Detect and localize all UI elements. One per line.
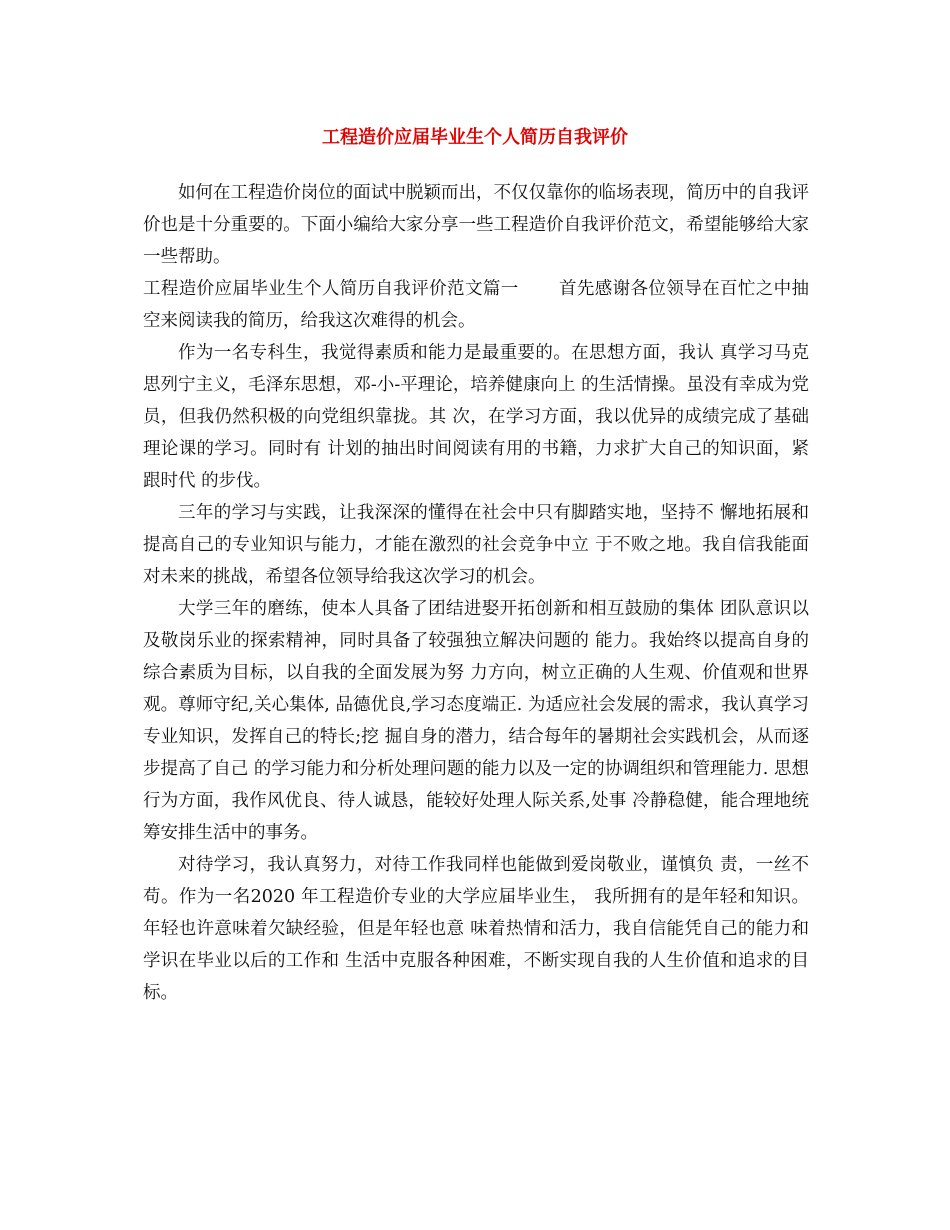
sample-heading-paragraph bbox=[143, 273, 809, 337]
body-paragraph-1: 作为一名专科生，我觉得素质和能力是最重要的。在思想方面，我认 真学习马克思列宁主义，毛泽东思想，邓-小-平理论，培养健康向上 的生活情操。虽没有幸成为党员，但我仍然积极的向党组织靠拢。其 次，在学习方面，我以优异的成绩完成了基础理论课的学习。同时有 计划的抽出时间阅读有用的书籍，力求扩大自己的知识面，紧跟时代 的步伐。 bbox=[143, 343, 809, 491]
body-paragraph-2: 三年的学习与实践，让我深深的懂得在社会中只有脚踏实地，坚持不 懈地拓展和提高自己的专业知识与能力，才能在激烈的社会竞争中立 于不败之地。我自信我能面对未来的挑战，希望各位领导给我这次学习的机会。 bbox=[143, 503, 809, 587]
sample-opening: 首先感谢各位领导在百忙之中抽空来阅读我的简历，给我这次难得的机会。 bbox=[143, 279, 810, 331]
intro-paragraph: 如何在工程造价岗位的面试中脱颖而出，不仅仅靠你的临场表现，简历中的自我评价也是十分重要的。下面小编给大家分享一些工程造价自我评价范文，希望能够给大家一些帮助。 bbox=[143, 183, 809, 267]
document-title: 工程造价应届毕业生个人简历自我评价 bbox=[322, 127, 628, 148]
body-paragraph-3: 大学三年的磨练，使本人具备了团结进娶开拓创新和相互鼓励的集体 团队意识以及敬岗乐业的探索精神，同时具备了较强独立解决问题的 能力。我始终以提高自身的综合素质为目标，以自我的全面发展为努 力方向，树立正确的人生观、价值观和世界观。尊师守纪,关心集体, 品德优良,学习态度端正. 为适应社会发展的需求，我认真学习专业知识，发挥自己的特长;挖 掘自身的潜力，结合每年的暑期社会实践机会，从而逐步提高了自己 的学习能力和分析处理问题的能力以及一定的协调组织和管理能力. 思想行为方面，我作风优良、待人诚恳，能较好处理人际关系,处事 冷静稳健，能合理地统筹安排生活中的事务。 bbox=[143, 599, 809, 843]
sample-heading: 工程造价应届毕业生个人简历自我评价范文篇一 bbox=[143, 279, 519, 299]
document-body bbox=[143, 177, 809, 1009]
body-paragraph-4: 对待学习，我认真努力，对待工作我同样也能做到爱岗敬业，谨慎负 责，一丝不苟。作为一名2020 年工程造价专业的大学应届毕业生， 我所拥有的是年轻和知识。年轻也许意味着欠缺经验，但是年轻也意 味着热情和活力，我自信能凭自己的能力和学识在毕业以后的工作和 生活中克服各种困难，不断实现自我的人生价值和追求的目标。 bbox=[143, 855, 809, 1003]
